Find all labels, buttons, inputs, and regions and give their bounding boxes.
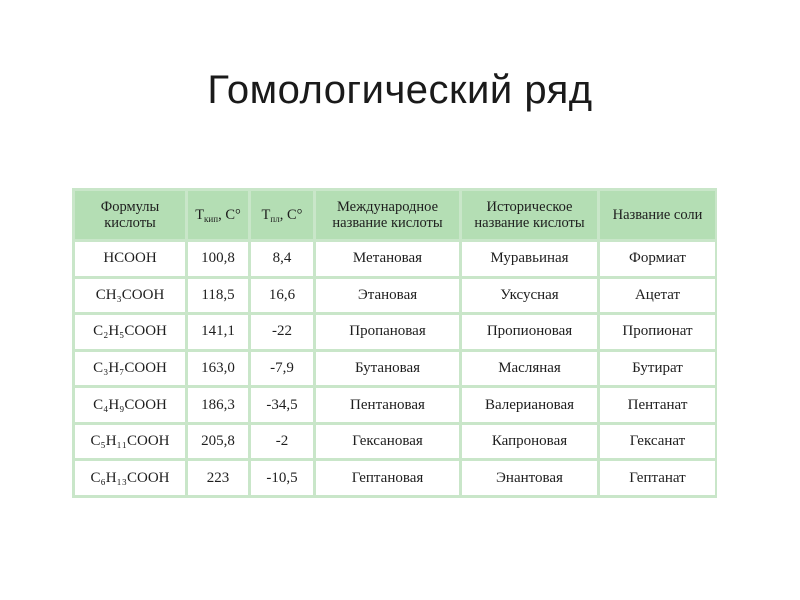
header-hist-line2: название кислоты — [474, 215, 585, 231]
cell-formula: C₃H₇COOH — [75, 352, 185, 386]
cell-international-name: Пропановая — [316, 315, 459, 349]
cell-salt-name: Ацетат — [600, 279, 715, 313]
cell-formula: CH₃COOH — [75, 279, 185, 313]
header-melting-point — [251, 191, 313, 239]
table-row — [75, 425, 715, 459]
homologous-series-table — [72, 188, 718, 498]
cell-boiling-point: 223 — [188, 461, 248, 495]
cell-historical-name: Муравьиная — [462, 242, 597, 276]
cell-melting-point: 16,6 — [251, 279, 313, 313]
header-formula-line1: Формулы — [100, 199, 160, 215]
table-row — [75, 388, 715, 422]
cell-historical-name: Пропионовая — [462, 315, 597, 349]
header-tmelt-subscript: пл — [270, 213, 280, 224]
cell-boiling-point: 163,0 — [188, 352, 248, 386]
cell-historical-name: Энантовая — [462, 461, 597, 495]
cell-formula: C₄H₉COOH — [75, 388, 185, 422]
cell-historical-name: Масляная — [462, 352, 597, 386]
cell-melting-point: -34,5 — [251, 388, 313, 422]
cell-boiling-point: 100,8 — [188, 242, 248, 276]
cell-melting-point: -7,9 — [251, 352, 313, 386]
cell-melting-point: -22 — [251, 315, 313, 349]
cell-salt-name: Гексанат — [600, 425, 715, 459]
cell-melting-point: 8,4 — [251, 242, 313, 276]
header-formula — [75, 191, 185, 239]
cell-formula: HCOOH — [75, 242, 185, 276]
header-salt-name: Название соли — [600, 191, 715, 239]
table-row — [75, 352, 715, 386]
cell-salt-name: Бутират — [600, 352, 715, 386]
cell-boiling-point: 205,8 — [188, 425, 248, 459]
header-intl-line2: название кислоты — [332, 215, 443, 231]
table-row — [75, 279, 715, 313]
cell-boiling-point: 141,1 — [188, 315, 248, 349]
table-row — [75, 461, 715, 495]
cell-salt-name: Пентанат — [600, 388, 715, 422]
cell-international-name: Пентановая — [316, 388, 459, 422]
header-tboil-unit: , C° — [218, 206, 241, 223]
table-row — [75, 242, 715, 276]
cell-international-name: Этановая — [316, 279, 459, 313]
cell-formula: C₆H₁₃COOH — [75, 461, 185, 495]
header-boiling-point — [188, 191, 248, 239]
cell-historical-name: Капроновая — [462, 425, 597, 459]
cell-historical-name: Уксусная — [462, 279, 597, 313]
header-tmelt-symbol: T — [261, 206, 271, 223]
page-title: Гомологический ряд — [207, 68, 593, 112]
cell-melting-point: -2 — [251, 425, 313, 459]
cell-boiling-point: 118,5 — [188, 279, 248, 313]
header-formula-line2: кислоты — [104, 215, 156, 231]
cell-salt-name: Пропионат — [600, 315, 715, 349]
cell-formula: C₅H₁₁COOH — [75, 425, 185, 459]
cell-international-name: Гептановая — [316, 461, 459, 495]
cell-historical-name: Валериановая — [462, 388, 597, 422]
cell-salt-name: Гептанат — [600, 461, 715, 495]
cell-formula: C₂H₅COOH — [75, 315, 185, 349]
cell-international-name: Гексановая — [316, 425, 459, 459]
header-tboil-symbol: T — [195, 206, 205, 223]
table-row — [75, 315, 715, 349]
header-intl-line1: Международное — [336, 199, 439, 215]
header-international-name — [316, 191, 459, 239]
acid-table-container — [72, 188, 717, 498]
header-tboil-subscript: кип — [204, 213, 219, 224]
cell-international-name: Бутановая — [316, 352, 459, 386]
header-tmelt-unit: , C° — [279, 206, 303, 223]
header-hist-line1: Историческое — [486, 199, 573, 215]
cell-melting-point: -10,5 — [251, 461, 313, 495]
cell-salt-name: Формиат — [600, 242, 715, 276]
cell-boiling-point: 186,3 — [188, 388, 248, 422]
cell-international-name: Метановая — [316, 242, 459, 276]
table-header-row — [75, 191, 715, 239]
header-historical-name — [462, 191, 597, 239]
